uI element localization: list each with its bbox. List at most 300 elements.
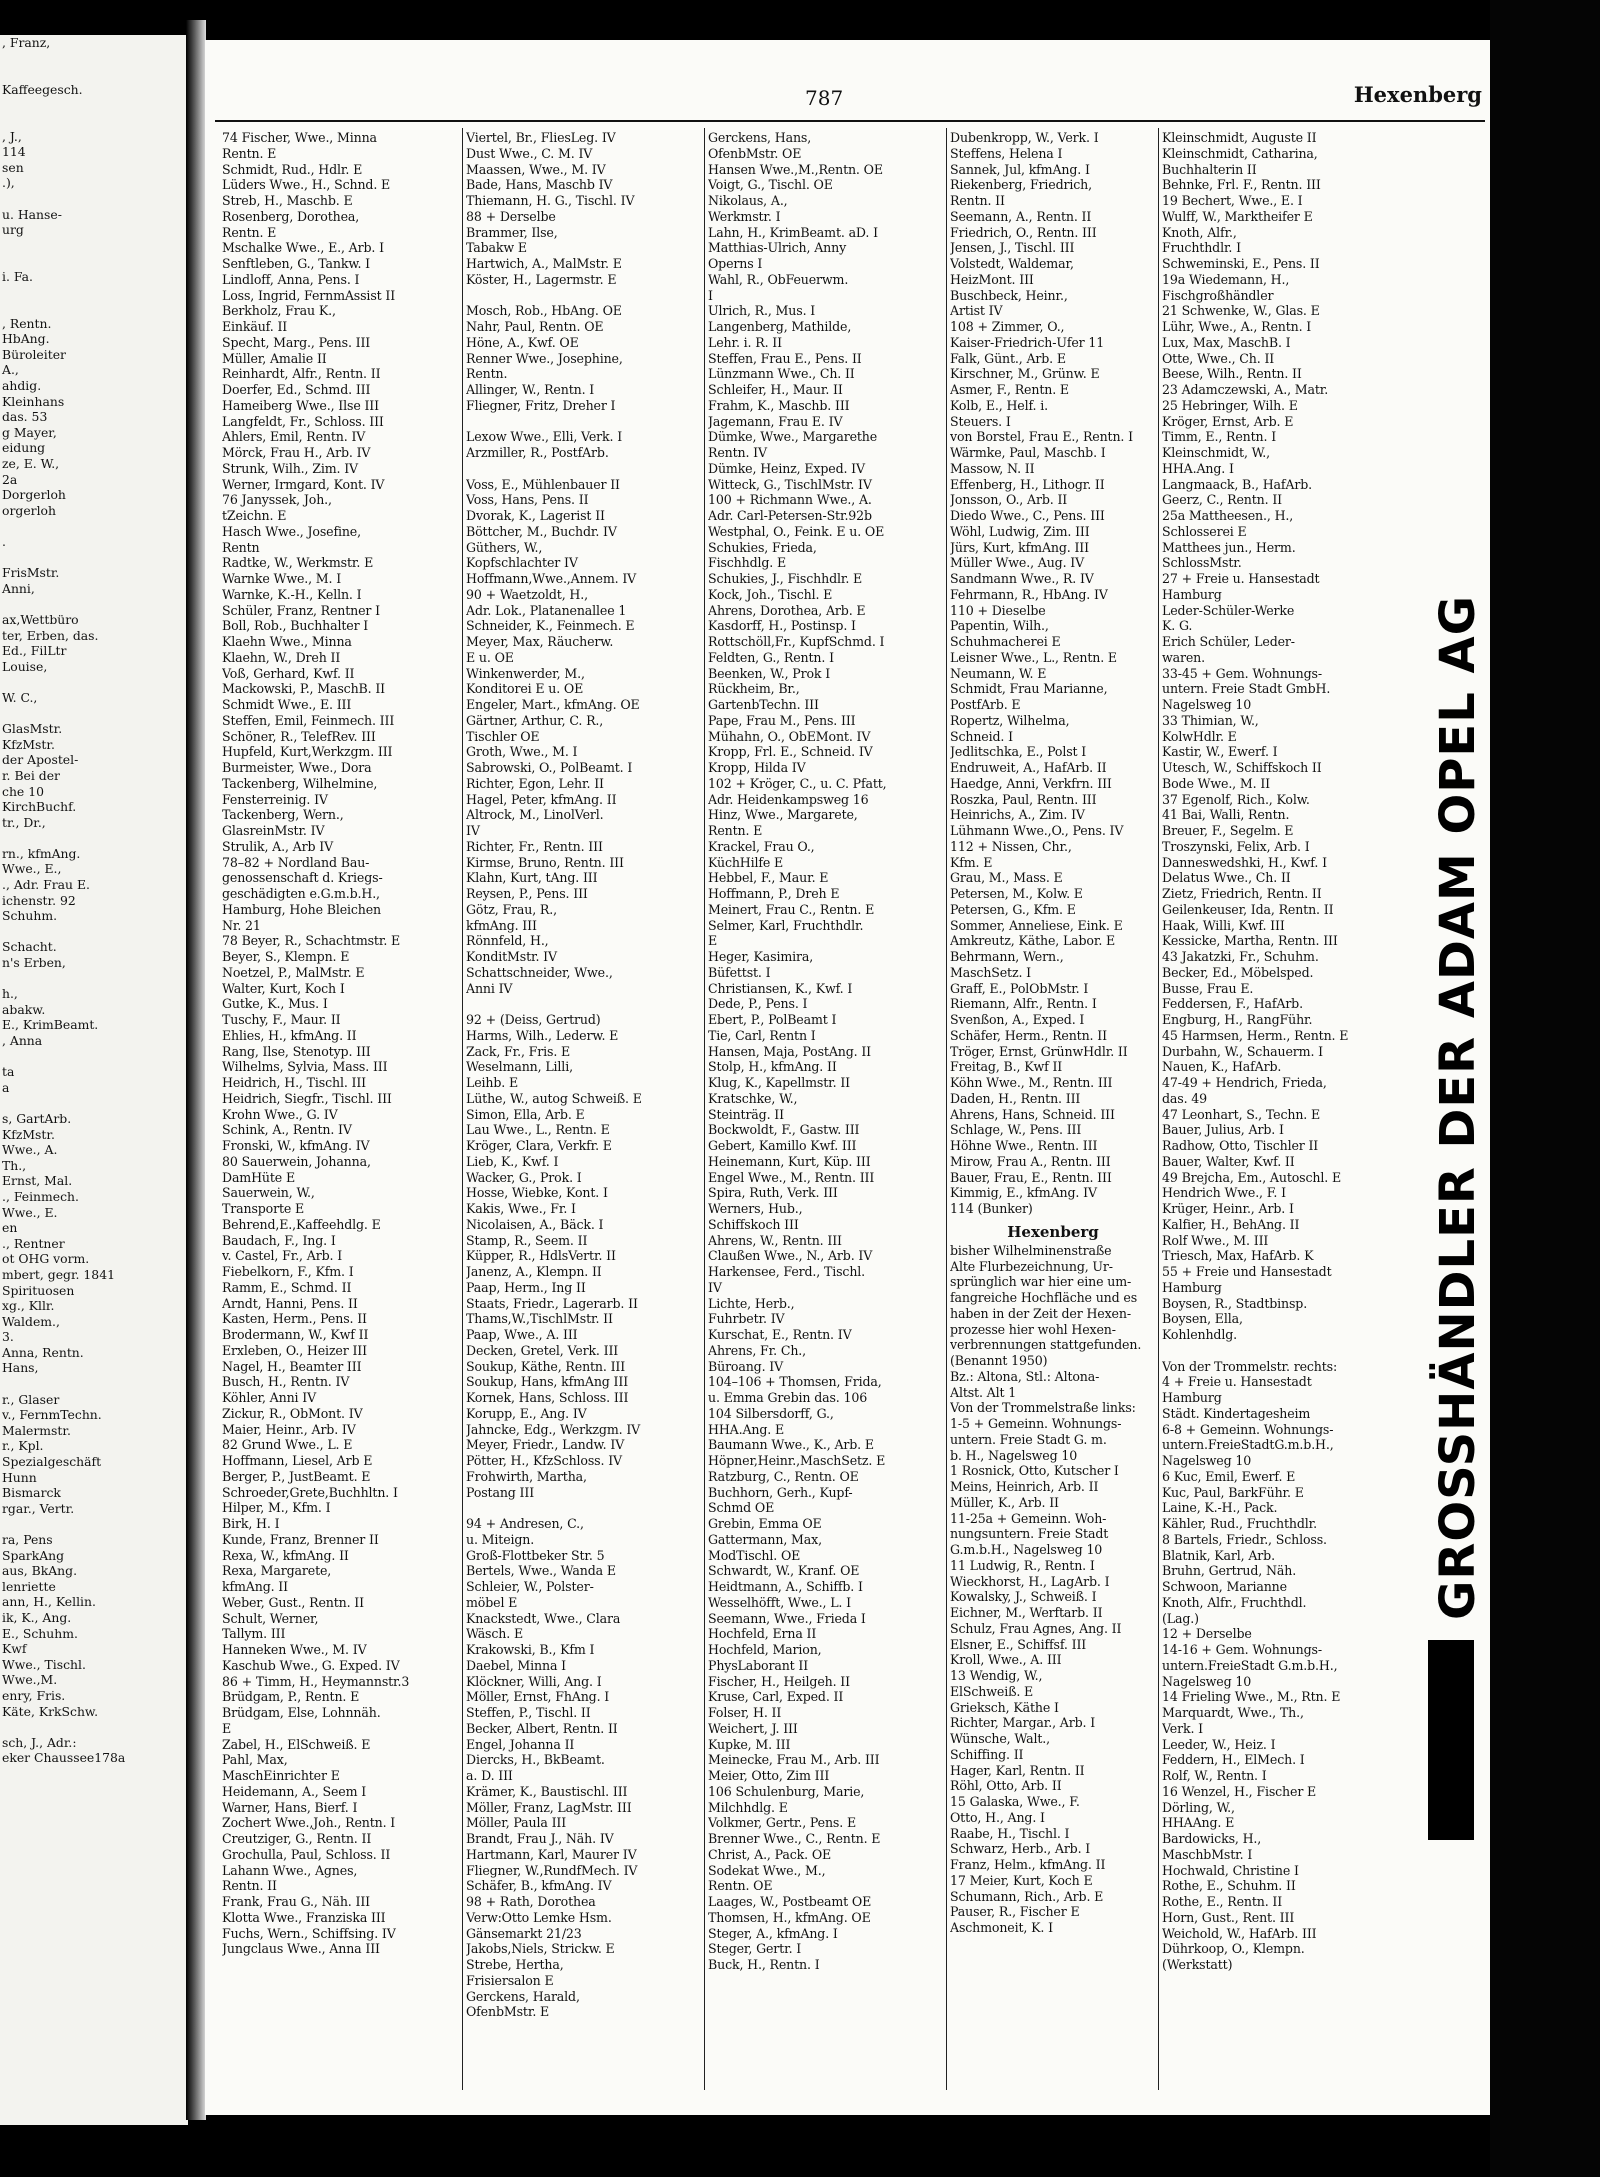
directory-entry: Kalfier, H., BehAng. II bbox=[1162, 1216, 1300, 1232]
directory-entry: verbrennungen stattgefunden. bbox=[950, 1337, 1142, 1353]
directory-entry: Schleifer, H., Maur. II bbox=[708, 382, 843, 397]
directory-entry: 74 Fischer, Wwe., Minna bbox=[222, 130, 377, 145]
directory-entry: Güthers, W., bbox=[466, 539, 543, 555]
facing-page-fragment bbox=[0, 35, 188, 2125]
directory-entry: Freitag, B., Kwf II bbox=[950, 1059, 1063, 1075]
directory-entry: Tröger, Ernst, GrünwHdlr. II bbox=[950, 1043, 1128, 1059]
directory-entry: 110 + Dieselbe bbox=[950, 602, 1046, 618]
directory-entry: Lau Wwe., L., Rentn. E bbox=[466, 1122, 610, 1138]
directory-entry: Nr. 21 bbox=[222, 917, 261, 933]
directory-entry: Operns I bbox=[708, 256, 763, 271]
directory-entry: Kaiser-Friedrich-Ufer 11 bbox=[950, 334, 1105, 350]
directory-entry: Rentn. E bbox=[222, 145, 277, 161]
directory-entry: Wesselhöfft, Wwe., L. I bbox=[708, 1594, 851, 1610]
directory-entry: Hartmann, Karl, Maurer IV bbox=[466, 1846, 637, 1862]
directory-entry: Hochfeld, Erna II bbox=[708, 1626, 817, 1642]
facing-page-line bbox=[0, 51, 188, 67]
book-gutter bbox=[186, 20, 206, 2120]
directory-entry: Sodekat Wwe., M., bbox=[708, 1862, 826, 1878]
directory-entry: Lexow Wwe., Elli, Verk. I bbox=[466, 429, 623, 445]
facing-page-line: Wwe., E., bbox=[2, 861, 62, 877]
directory-entry: Berkholz, Frau K., bbox=[222, 303, 336, 319]
directory-entry: Meier, Otto, Zim III bbox=[708, 1768, 830, 1783]
directory-entry: Burmeister, Wwe., Dora bbox=[222, 760, 372, 775]
directory-entry: Schmd OE bbox=[708, 1500, 775, 1516]
directory-entry: Hinz, Wwe., Margarete, bbox=[708, 807, 858, 823]
directory-entry: Brenner Wwe., C., Rentn. E bbox=[708, 1831, 881, 1846]
directory-entry: Möller, Paula III bbox=[466, 1815, 567, 1831]
directory-entry: Janenz, A., Klempn. II bbox=[466, 1264, 602, 1279]
directory-entry: Delatus Wwe., Ch. II bbox=[1162, 870, 1291, 886]
directory-entry: Renner Wwe., Josephine, bbox=[466, 350, 623, 366]
directory-entry: Engel, Johanna II bbox=[466, 1736, 575, 1752]
directory-entry: Kakis, Wwe., Fr. I bbox=[466, 1201, 576, 1216]
facing-page-line: Wwe., Tischl. bbox=[2, 1656, 86, 1672]
directory-entry: Troszynski, Felix, Arb. I bbox=[1162, 838, 1310, 854]
facing-page-line: 3. bbox=[2, 1329, 14, 1345]
directory-entry: Haedge, Anni, Verkfrn. III bbox=[950, 775, 1112, 791]
directory-entry: Busch, H., Rentn. IV bbox=[222, 1374, 350, 1390]
directory-entry: Hamburg bbox=[1162, 1390, 1222, 1405]
facing-page-line: Malermstr. bbox=[2, 1422, 71, 1438]
directory-entry: Kolb, E., Helf. i. bbox=[950, 397, 1048, 413]
directory-entry: Kaschub Wwe., G. Exped. IV bbox=[222, 1657, 400, 1673]
directory-entry: Thams,W.,TischlMstr. II bbox=[466, 1311, 613, 1327]
directory-entry: Busse, Frau E. bbox=[1162, 980, 1254, 996]
directory-entry: Altrock, M., LinolVerl. bbox=[466, 807, 604, 823]
directory-entry: 90 + Waetzoldt, H., bbox=[466, 586, 588, 602]
directory-entry: Behrend,E.,Kaffeehdlg. E bbox=[222, 1216, 381, 1232]
directory-entry: Fruchthdlr. I bbox=[1162, 240, 1241, 256]
facing-page-line: HbAng. bbox=[2, 331, 50, 347]
directory-entry: (Werkstatt) bbox=[1162, 1957, 1233, 1972]
directory-entry: Kröger, Ernst, Arb. E bbox=[1162, 413, 1294, 429]
directory-entry: Simon, Ella, Arb. E bbox=[466, 1106, 585, 1122]
facing-page-line: ahdig. bbox=[2, 378, 42, 394]
directory-entry: Rentn. E bbox=[222, 224, 277, 240]
directory-entry: SchlossMstr. bbox=[1162, 555, 1242, 571]
facing-page-line: i. Fa. bbox=[2, 268, 33, 284]
directory-entry: Verk. I bbox=[1162, 1720, 1203, 1736]
directory-entry: 33 Thimian, W., bbox=[1162, 712, 1259, 728]
directory-entry: Lühr, Wwe., A., Rentn. I bbox=[1162, 319, 1312, 334]
directory-entry: Jagemann, Frau E. IV bbox=[708, 413, 843, 429]
directory-entry: 23 Adamczewski, A., Matr. bbox=[1162, 382, 1329, 397]
directory-entry: Svenßon, A., Exped. I bbox=[950, 1012, 1085, 1027]
facing-page-line: Bismarck bbox=[2, 1485, 61, 1501]
facing-page-line: KfzMstr. bbox=[2, 1126, 55, 1142]
directory-entry: Wacker, G., Prok. I bbox=[466, 1169, 582, 1185]
directory-entry: prozesse hier wohl Hexen- bbox=[950, 1321, 1116, 1337]
facing-page-line: en bbox=[2, 1220, 18, 1236]
directory-entry: untern.FreieStadt G.m.b.H., bbox=[1162, 1657, 1338, 1673]
directory-entry: Amkreutz, Käthe, Labor. E bbox=[950, 933, 1116, 949]
facing-page-line: KfzMstr. bbox=[2, 736, 55, 752]
facing-page-line: Wwe., A. bbox=[2, 1142, 58, 1158]
directory-entry: Jakobs,Niels, Strickw. E bbox=[466, 1941, 615, 1957]
facing-page-line: 114 bbox=[2, 144, 26, 160]
facing-page-line: Anna, Rentn. bbox=[2, 1344, 84, 1360]
directory-column-3 bbox=[708, 130, 944, 1973]
directory-entry: 102 + Kröger, C., u. C. Pfatt, bbox=[708, 775, 887, 791]
directory-entry: sprünglich war hier eine um- bbox=[950, 1274, 1132, 1290]
directory-entry: Klaehn Wwe., Minna bbox=[222, 634, 352, 649]
directory-entry: Horn, Gust., Rent. III bbox=[1162, 1909, 1295, 1925]
directory-entry: Meinert, Frau C., Rentn. E bbox=[708, 901, 875, 917]
directory-entry: Rentn. IV bbox=[708, 445, 767, 460]
directory-entry: Reysen, P., Pens. III bbox=[466, 886, 588, 901]
directory-entry: MaschEinrichter E bbox=[222, 1768, 340, 1783]
directory-entry: Müller Wwe., Aug. IV bbox=[950, 555, 1085, 571]
directory-entry: u. Emma Grebin das. 106 bbox=[708, 1390, 868, 1405]
directory-entry: Steinträg. II bbox=[708, 1106, 784, 1122]
directory-entry: Gerckens, Hans, bbox=[708, 130, 812, 145]
directory-entry: G.m.b.H., Nagelsweg 10 bbox=[950, 1542, 1103, 1557]
facing-page-line: Hunn bbox=[2, 1469, 37, 1485]
directory-entry: Schukies, J., Fischhdlr. E bbox=[708, 571, 863, 586]
directory-entry: Boysen, Ella, bbox=[1162, 1311, 1243, 1327]
directory-entry: Brammer, Ilse, bbox=[466, 224, 558, 240]
directory-entry: K. G. bbox=[1162, 618, 1193, 634]
directory-entry: Höhne Wwe., Rentn. III bbox=[950, 1138, 1098, 1153]
directory-entry: Creutziger, G., Rentn. II bbox=[222, 1831, 372, 1846]
directory-entry: Von der Trommelstr. rechts: bbox=[1162, 1358, 1338, 1374]
directory-entry: Langenberg, Mathilde, bbox=[708, 319, 852, 334]
directory-entry: Kirmse, Bruno, Rentn. III bbox=[466, 854, 624, 870]
directory-entry: Heidtmann, A., Schiffb. I bbox=[708, 1579, 863, 1594]
directory-entry: Lindloff, Anna, Pens. I bbox=[222, 271, 360, 287]
directory-entry: waren. bbox=[1162, 649, 1205, 665]
directory-entry: 94 + Andresen, C., bbox=[466, 1516, 584, 1531]
directory-entry: Schäfer, B., kfmAng. IV bbox=[466, 1878, 612, 1894]
facing-page-line: rn., kfmAng. bbox=[2, 845, 81, 861]
directory-entry: Kroll, Wwe., A. III bbox=[950, 1652, 1062, 1668]
directory-entry: Höpner,Heinr.,MaschSetz. E bbox=[708, 1453, 886, 1468]
directory-entry: Mschalke Wwe., E., Arb. I bbox=[222, 240, 384, 256]
directory-entry: Steuers. I bbox=[950, 413, 1011, 429]
facing-page-line bbox=[0, 1719, 188, 1735]
directory-entry: Tie, Carl, Rentn I bbox=[708, 1027, 816, 1043]
directory-entry: 112 + Nissen, Chr., bbox=[950, 838, 1072, 854]
facing-page-line bbox=[0, 97, 188, 113]
facing-page-line: Ernst, Mal. bbox=[2, 1173, 73, 1189]
directory-entry: Bauer, Frau, E., Rentn. III bbox=[950, 1169, 1112, 1185]
facing-page-line: ot OHG vorm. bbox=[2, 1251, 90, 1267]
directory-entry: Transporte E bbox=[222, 1201, 305, 1216]
directory-entry: 15 Galaska, Wwe., F. bbox=[950, 1794, 1080, 1809]
directory-entry: Büroang. IV bbox=[708, 1358, 784, 1374]
directory-entry: Lünzmann Wwe., Ch. II bbox=[708, 366, 855, 382]
directory-entry: Strulik, A., Arb IV bbox=[222, 838, 334, 854]
facing-page-line: ichenstr. 92 bbox=[2, 892, 76, 908]
directory-entry: Arndt, Hanni, Pens. II bbox=[222, 1295, 358, 1311]
directory-column-4 bbox=[950, 130, 1156, 1936]
directory-entry: I bbox=[708, 287, 713, 303]
directory-entry: Mackowski, P., MaschB. II bbox=[222, 681, 385, 697]
directory-entry bbox=[466, 461, 702, 477]
directory-entry: Dvorak, K., Lagerist II bbox=[466, 508, 605, 523]
facing-page-line: , J., bbox=[2, 128, 22, 144]
ad-graphic-block bbox=[1428, 1640, 1474, 1840]
directory-entry: Noetzel, P., MalMstr. E bbox=[222, 964, 365, 980]
directory-entry: 25 Hebringer, Wilh. E bbox=[1162, 397, 1298, 413]
facing-page-line: W. C., bbox=[2, 689, 38, 705]
directory-entry: Bode Wwe., M. II bbox=[1162, 775, 1270, 791]
facing-page-line: . bbox=[2, 534, 6, 549]
directory-entry: Alte Flurbezeichnung, Ur- bbox=[950, 1258, 1113, 1274]
facing-page-line: r., Kpl. bbox=[2, 1438, 44, 1454]
directory-entry: IV bbox=[708, 1279, 722, 1295]
directory-entry: 86 + Timm, H., Heymannstr.3 bbox=[222, 1673, 410, 1689]
directory-entry: Kasdorff, H., Postinsp. I bbox=[708, 618, 856, 634]
directory-entry: 108 + Zimmer, O., bbox=[950, 319, 1065, 334]
directory-entry: Richter, Fr., Rentn. III bbox=[466, 838, 603, 854]
facing-page-line: 2a bbox=[2, 471, 18, 487]
directory-entry: Frisiersalon E bbox=[466, 1972, 554, 1988]
directory-entry: 98 + Rath, Dorothea bbox=[466, 1894, 596, 1909]
facing-page-line: Anni, bbox=[2, 580, 35, 596]
directory-entry: KonditMstr. IV bbox=[466, 949, 557, 964]
facing-page-line: eker Chaussee178a bbox=[2, 1750, 126, 1766]
directory-entry: Rothe, E., Schuhm. II bbox=[1162, 1878, 1296, 1894]
facing-page-line: Kwf bbox=[2, 1641, 27, 1657]
directory-entry: Blatnik, Karl, Arb. bbox=[1162, 1547, 1275, 1563]
facing-page-line bbox=[0, 285, 188, 301]
directory-entry: Ebert, P., PolBeamt I bbox=[708, 1012, 837, 1027]
directory-entry: Jedlitschka, E., Polst I bbox=[950, 744, 1087, 760]
directory-entry: 104 Silbersdorff, G., bbox=[708, 1405, 834, 1421]
facing-page-line bbox=[0, 1049, 188, 1065]
directory-entry: 33-45 + Gem. Wohnungs- bbox=[1162, 665, 1322, 681]
directory-entry: Werkmstr. I bbox=[708, 208, 781, 224]
facing-page-line: ze, E. W., bbox=[2, 456, 60, 472]
directory-entry: u. Miteign. bbox=[466, 1531, 535, 1547]
directory-entry: Brodermann, W., Kwf II bbox=[222, 1327, 369, 1342]
directory-entry: Pahl, Max, bbox=[222, 1752, 288, 1768]
directory-entry: Radhow, Otto, Tischler II bbox=[1162, 1138, 1319, 1153]
directory-entry: Klöckner, Willi, Ang. I bbox=[466, 1673, 602, 1689]
directory-entry: v. Castel, Fr., Arb. I bbox=[222, 1248, 343, 1264]
directory-entry bbox=[466, 1500, 702, 1516]
facing-page-line: abakw. bbox=[2, 1001, 46, 1017]
directory-entry: Harkensee, Ferd., Tischl. bbox=[708, 1264, 866, 1279]
directory-entry: Beenken, W., Prok I bbox=[708, 665, 831, 681]
facing-page-line: E., KrimBeamt. bbox=[2, 1017, 99, 1033]
facing-page-line: Ed., FilLtr bbox=[2, 643, 67, 659]
directory-entry: 16 Wenzel, H., Fischer E bbox=[1162, 1783, 1317, 1799]
directory-entry: Steffens, Helena I bbox=[950, 145, 1063, 161]
directory-entry: Kuc, Paul, BarkFühr. E bbox=[1162, 1484, 1304, 1500]
directory-entry: Dümke, Heinz, Exped. IV bbox=[708, 460, 865, 476]
directory-entry: Lahn, H., KrimBeamt. aD. I bbox=[708, 224, 878, 240]
directory-entry: Diercks, H., BkBeamt. bbox=[466, 1752, 605, 1768]
directory-entry: IV bbox=[466, 823, 480, 838]
facing-page-line: Schuhm. bbox=[2, 908, 58, 924]
directory-entry: Schuhmacherei E bbox=[950, 634, 1061, 649]
advertisement-side-band bbox=[1420, 160, 1490, 1640]
facing-page-line bbox=[0, 113, 188, 129]
directory-entry: Schmidt, Frau Marianne, bbox=[950, 681, 1108, 697]
directory-entry: Seemann, Wwe., Frieda I bbox=[708, 1610, 866, 1626]
directory-entry: Nagelsweg 10 bbox=[1162, 1673, 1252, 1689]
directory-entry: Krämer, K., Baustischl. III bbox=[466, 1783, 628, 1799]
directory-entry: Heidrich, H., Tischl. III bbox=[222, 1075, 366, 1090]
directory-entry: 49 Brejcha, Em., Autoschl. E bbox=[1162, 1169, 1341, 1185]
facing-page-line bbox=[0, 830, 188, 846]
directory-entry: Meinecke, Frau M., Arb. III bbox=[708, 1752, 880, 1768]
directory-entry: Leisner Wwe., L., Rentn. E bbox=[950, 649, 1117, 665]
directory-entry: Riekenberg, Friedrich, bbox=[950, 177, 1092, 193]
directory-entry: Langmaack, B., HafArb. bbox=[1162, 476, 1312, 492]
directory-entry: Fuchs, Wern., Schiffsing. IV bbox=[222, 1925, 396, 1941]
directory-entry: Leihb. E bbox=[466, 1075, 519, 1090]
directory-entry: Gebert, Kamillo Kwf. III bbox=[708, 1138, 857, 1153]
directory-entry: Winkenwerder, M., bbox=[466, 665, 585, 681]
directory-entry: tZeichn. E bbox=[222, 508, 287, 523]
directory-entry: untern.FreieStadtG.m.b.H., bbox=[1162, 1437, 1334, 1453]
column-divider bbox=[1158, 128, 1159, 2090]
directory-entry: Frank, Frau G., Näh. III bbox=[222, 1894, 370, 1909]
directory-entry: Ulrich, R., Mus. I bbox=[708, 303, 816, 319]
directory-entry: Warner, Hans, Bierf. I bbox=[222, 1799, 358, 1815]
directory-entry: 11 Ludwig, R., Rentn. I bbox=[950, 1557, 1095, 1573]
column-divider bbox=[946, 128, 947, 2090]
directory-entry: Voss, Hans, Pens. II bbox=[466, 492, 589, 508]
directory-entry: Claußen Wwe., N., Arb. IV bbox=[708, 1248, 873, 1264]
facing-page-line: SparkAng bbox=[2, 1547, 65, 1563]
directory-entry: Wöhl, Ludwig, Zim. III bbox=[950, 523, 1090, 539]
directory-entry: das. 49 bbox=[1162, 1090, 1208, 1106]
directory-entry: Tischler OE bbox=[466, 728, 540, 744]
directory-entry: Wärmke, Paul, Maschb. I bbox=[950, 445, 1106, 460]
directory-entry: Kopfschlachter IV bbox=[466, 555, 578, 571]
directory-entry: Meyer, Max, Räucherw. bbox=[466, 634, 614, 649]
directory-entry: Walter, Kurt, Koch I bbox=[222, 980, 345, 996]
directory-entry: Hansen, Maja, PostAng. II bbox=[708, 1043, 872, 1059]
directory-entry: möbel E bbox=[466, 1594, 518, 1610]
facing-page-line: GlasMstr. bbox=[2, 721, 63, 737]
directory-entry: Kropp, Frl. E., Schneid. IV bbox=[708, 744, 873, 760]
directory-entry: Fuhrbetr. IV bbox=[708, 1311, 785, 1327]
directory-entry: Kimmig, E., kfmAng. IV bbox=[950, 1185, 1097, 1201]
directory-entry: Brüdgam, Else, Lohnnäh. bbox=[222, 1705, 381, 1720]
directory-entry: Krackel, Frau O., bbox=[708, 838, 815, 854]
directory-entry: Fronski, W., kfmAng. IV bbox=[222, 1138, 370, 1153]
directory-entry: Buck, H., Rentn. I bbox=[708, 1957, 820, 1972]
directory-entry: 13 Wendig, W., bbox=[950, 1668, 1043, 1683]
directory-entry: Boysen, R., Stadtbinsp. bbox=[1162, 1295, 1308, 1311]
directory-entry: Marquardt, Wwe., Th., bbox=[1162, 1705, 1304, 1720]
directory-entry: ElSchweiß. E bbox=[950, 1683, 1034, 1699]
directory-entry: Witteck, G., TischlMstr. IV bbox=[708, 476, 872, 492]
directory-entry: Sommer, Anneliese, Eink. E bbox=[950, 917, 1123, 933]
directory-entry: Schleier, W., Polster- bbox=[466, 1579, 594, 1594]
directory-entry: Rentn bbox=[222, 539, 260, 555]
facing-page-line: Büroleiter bbox=[2, 346, 66, 362]
facing-page-line bbox=[0, 518, 188, 534]
directory-entry: Hartwich, A., MalMstr. E bbox=[466, 256, 622, 271]
directory-entry: Aschmoneit, K. I bbox=[950, 1920, 1053, 1935]
directory-entry: Gutke, K., Mus. I bbox=[222, 996, 328, 1012]
facing-page-line bbox=[0, 924, 188, 940]
facing-page-line bbox=[0, 550, 188, 566]
directory-entry: OfenbMstr. E bbox=[466, 2004, 550, 2020]
directory-entry: Kruse, Carl, Exped. II bbox=[708, 1689, 844, 1705]
directory-entry: Frahm, K., Maschb. III bbox=[708, 397, 850, 413]
facing-page-line: ter, Erben, das. bbox=[2, 627, 99, 643]
directory-entry: HeizMont. III bbox=[950, 271, 1034, 287]
directory-entry: Richter, Egon, Lehr. II bbox=[466, 775, 604, 791]
directory-entry: Klahn, Kurt, tAng. III bbox=[466, 870, 598, 886]
facing-page-line: ann, H., Kellin. bbox=[2, 1594, 96, 1610]
directory-entry: Rentn. E bbox=[708, 823, 763, 838]
directory-entry: Rang, Ilse, Stenotyp. III bbox=[222, 1043, 371, 1059]
facing-page-line: rgar., Vertr. bbox=[2, 1500, 75, 1516]
directory-entry: Hoffmann, P., Dreh E bbox=[708, 886, 840, 901]
running-headword: Hexenberg bbox=[1353, 82, 1482, 107]
directory-entry: Müller, K., Arb. II bbox=[950, 1494, 1059, 1510]
directory-entry: Eichner, M., Werftarb. II bbox=[950, 1605, 1103, 1620]
facing-page-line bbox=[0, 238, 188, 254]
directory-entry: Schiffing. II bbox=[950, 1746, 1024, 1762]
directory-entry: Hoffmann, Liesel, Arb E bbox=[222, 1453, 373, 1468]
directory-entry: Krakowski, B., Kfm I bbox=[466, 1642, 595, 1657]
directory-entry: Hoffmann,Wwe.,Annem. IV bbox=[466, 571, 637, 586]
facing-page-line: lenriette bbox=[2, 1578, 56, 1594]
directory-entry: Hupfeld, Kurt,Werkzgm. III bbox=[222, 744, 393, 760]
directory-entry: Kastir, W., Ewerf. I bbox=[1162, 744, 1278, 760]
directory-entry: Ramm, E., Schmd. II bbox=[222, 1279, 352, 1295]
directory-entry: Rentn. II bbox=[222, 1878, 277, 1894]
directory-entry: Knoth, Alfr., bbox=[1162, 224, 1237, 240]
page-number: 787 bbox=[805, 86, 844, 110]
directory-entry: (Benannt 1950) bbox=[950, 1353, 1048, 1368]
directory-entry: Lux, Max, MaschB. I bbox=[1162, 334, 1291, 350]
facing-page-line: das. 53 bbox=[2, 409, 48, 425]
directory-entry: Rentn. bbox=[466, 366, 508, 382]
directory-entry: 41 Bai, Walli, Rentn. bbox=[1162, 807, 1290, 823]
directory-entry: 27 + Freie u. Hansestadt bbox=[1162, 571, 1320, 586]
directory-entry: Papentin, Wilh., bbox=[950, 618, 1049, 634]
directory-entry: Klug, K., Kapellmstr. II bbox=[708, 1075, 850, 1090]
directory-entry: Daden, H., Rentn. III bbox=[950, 1090, 1081, 1106]
directory-entry: Nikolaus, A., bbox=[708, 193, 788, 208]
facing-page-line: v., FernmTechn. bbox=[2, 1407, 102, 1423]
directory-entry: untern. Freie Stadt G. m. bbox=[950, 1431, 1107, 1447]
street-section-heading: Hexenberg bbox=[1007, 1222, 1099, 1241]
directory-entry: Heidemann, A., Seem I bbox=[222, 1783, 367, 1799]
directory-entry: Folser, H. II bbox=[708, 1705, 782, 1720]
directory-entry: Schult, Werner, bbox=[222, 1610, 319, 1626]
directory-entry: Zickur, R., ObMont. IV bbox=[222, 1405, 363, 1421]
facing-page-line: r., Glaser bbox=[2, 1391, 60, 1407]
directory-entry: Steger, Gertr. I bbox=[708, 1941, 802, 1957]
directory-entry: Engburg, H., RangFühr. bbox=[1162, 1012, 1313, 1027]
directory-entry: MaschSetz. I bbox=[950, 964, 1031, 980]
directory-entry: Gärtner, Arthur, C. R., bbox=[466, 712, 604, 728]
directory-entry: 1 Rosnick, Otto, Kutscher I bbox=[950, 1463, 1119, 1479]
directory-entry: Birk, H. I bbox=[222, 1516, 280, 1531]
directory-entry: Boll, Rob., Buchhalter I bbox=[222, 618, 369, 634]
directory-entry: Rothe, E., Rentn. II bbox=[1162, 1894, 1283, 1909]
directory-entry: Staats, Friedr., Lagerarb. II bbox=[466, 1295, 638, 1311]
directory-entry: Verw:Otto Lemke Hsm. bbox=[466, 1909, 612, 1925]
directory-entry: Anni IV bbox=[466, 980, 513, 996]
directory-entry: E u. OE bbox=[466, 649, 514, 665]
directory-entry: Roszka, Paul, Rentn. III bbox=[950, 791, 1097, 807]
directory-entry: Kupke, M. III bbox=[708, 1736, 791, 1752]
directory-entry: Feddern, H., ElMech. I bbox=[1162, 1752, 1305, 1768]
